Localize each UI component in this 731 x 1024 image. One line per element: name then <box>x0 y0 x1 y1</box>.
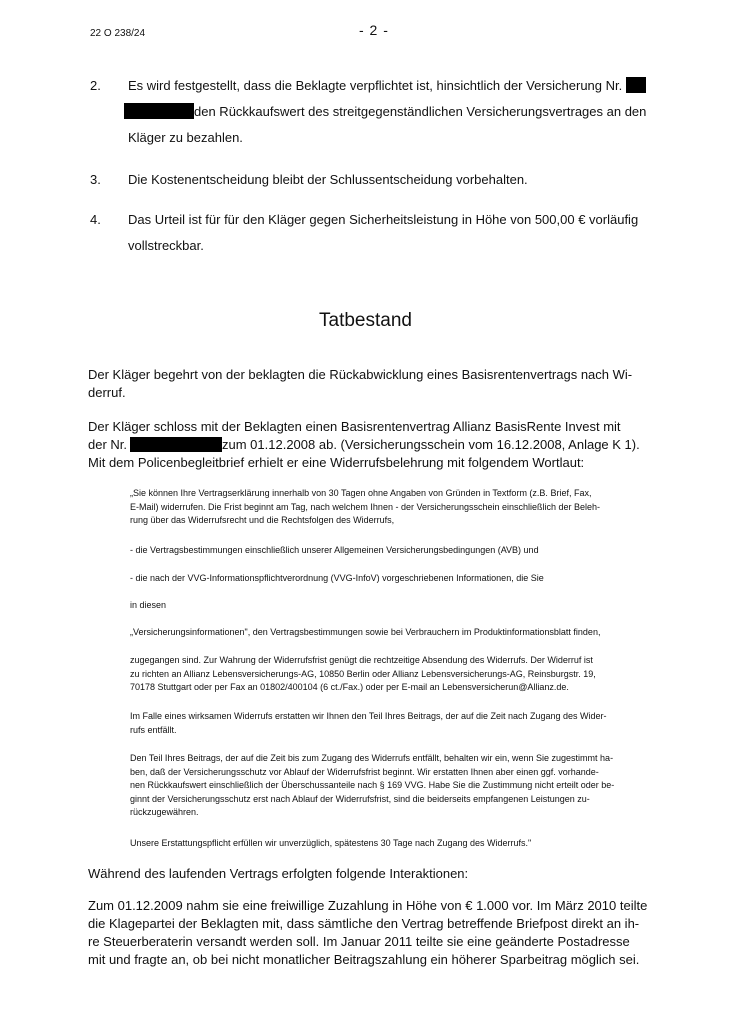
quote-block-4 <box>130 752 660 820</box>
item-text-line: Es wird festgestellt, dass die Beklagte verpflichtet ist, hinsichtlich der Versicherung Nr. <box>128 78 623 93</box>
case-number: 22 O 238/24 <box>90 28 146 39</box>
item-text <box>128 73 675 99</box>
quote-line: ginnt der Versicherungsschutz erst nach Ablauf der Widerrufsfrist, sind die beiderseits empfangenen Leistungen zu- <box>130 793 590 804</box>
quote-line: Im Falle eines wirksamen Widerrufs erstatten wir Ihnen den Teil Ihres Beitrags, der auf die Zeit nach Zugang des Wider- <box>130 711 607 721</box>
paragraph-line: re Steuerberaterin versandt werden soll. Im Januar 2011 teilte sie eine geänderte Postadresse <box>88 934 630 949</box>
tenor-item-2 <box>90 73 675 151</box>
paragraph <box>88 418 670 472</box>
page-number: - 2 - <box>359 22 389 38</box>
quote-line: in diesen <box>130 600 167 610</box>
paragraph: Während des laufenden Vertrags erfolgten folgende Interaktionen: <box>88 866 469 881</box>
redaction-block <box>124 103 194 119</box>
quote-line: E-Mail) widerrufen. Die Frist beginnt am Tag, nach welchem Ihnen - der Versicherungsschein einschließlich der Beleh- <box>130 501 601 512</box>
redaction-block <box>626 77 646 93</box>
quote-block-2 <box>130 654 660 695</box>
paragraph-line: Mit dem Policenbegleitbrief erhielt er eine Widerrufsbelehrung mit folgendem Wortlaut: <box>88 455 585 470</box>
quote-line: „Sie können Ihre Vertragserklärung innerhalb von 30 Tagen ohne Angaben von Gründen in Textform (z.B. Brief, Fax, <box>130 488 592 498</box>
quote-line: Den Teil Ihres Beitrags, der auf die Zeit bis zum Zugang des Widerrufs entfällt, behalten wir ein, wenn Sie zugestimmt ha- <box>130 753 614 763</box>
quote-line: rung über das Widerrufsrecht und die Rechtsfolgen des Widerrufs, <box>130 515 395 525</box>
item-text-line-2 <box>128 99 675 125</box>
quote-line: rückzugewähren. <box>130 807 199 817</box>
paragraph <box>88 897 670 969</box>
quote-line: 70178 Stuttgart oder per Fax an 01802/400104 (6 ct./Fax.) oder per E-mail an Lebensversicherun@Allianz.de. <box>130 682 569 692</box>
paragraph-line <box>88 436 670 454</box>
paragraph-line: derruf. <box>88 385 126 400</box>
quote-line: - die Vertragsbestimmungen einschließlich unserer Allgemeinen Versicherungsbedingungen (AVB) und <box>130 545 539 555</box>
paragraph-line: Der Kläger schloss mit der Beklagten einen Basisrentenvertrag Allianz BasisRente Invest mit <box>88 419 621 434</box>
item-number: 3. <box>90 172 101 187</box>
redaction-block <box>130 437 222 452</box>
quote-line: Unsere Erstattungspflicht erfüllen wir unverzüglich, spätestens 30 Tage nach Zugang des Widerrufs." <box>130 838 532 848</box>
quote-line: nen Rückkaufswert einschließlich der Überschussanteile nach § 169 VVG. Habe Sie die Zustimmung nicht erteilt oder be- <box>130 780 615 790</box>
quote-line: rufs entfällt. <box>130 724 177 735</box>
item-text-line: den Rückkaufswert des streitgegenständlichen Versicherungsvertrages an den <box>194 104 647 119</box>
quote-line: zu richten an Allianz Lebensversicherungs-AG, 10850 Berlin oder Allianz Lebensversicherungs-AG, Reinsburgstr. 19, <box>130 668 596 679</box>
tenor-item-4 <box>90 207 675 259</box>
paragraph <box>88 366 670 402</box>
quote-block-3 <box>130 710 660 737</box>
quote-line: - die nach der VVG-Informationspflichtverordnung (VVG-InfoV) vorgeschriebenen Informationen, die Sie <box>130 573 544 583</box>
item-text: Die Kostenentscheidung bleibt der Schlussentscheidung vorbehalten. <box>128 172 528 187</box>
tenor-item-3 <box>90 167 675 193</box>
paragraph-line: Der Kläger begehrt von der beklagten die Rückabwicklung eines Basisrentenvertrags nach Wi- <box>88 367 633 382</box>
paragraph-line: die Klagepartei der Beklagten mit, dass sämtliche den Vertrag betreffende Briefpost direkt an ih- <box>88 916 640 931</box>
paragraph-text: zum 01.12.2008 ab. (Versicherungsschein vom 16.12.2008, Anlage K 1). <box>222 437 640 452</box>
item-text-line: vollstreckbar. <box>128 238 204 253</box>
item-number: 2. <box>90 78 101 93</box>
quote-block-1 <box>130 487 660 528</box>
paragraph-line: Zum 01.12.2009 nahm sie eine freiwillige Zuzahlung in Höhe von € 1.000 vor. Im März 2010 teilte <box>88 898 648 913</box>
paragraph-line: mit und fragte an, ob bei nicht monatlicher Beitragszahlung ein höherer Sparbeitrag möglich sei. <box>88 952 640 967</box>
section-heading: Tatbestand <box>319 310 412 331</box>
quote-line: „Versicherungsinformationen", den Vertragsbestimmungen sowie bei Verbrauchern im Produktinformationsblatt finden, <box>130 627 601 637</box>
paragraph-text: der Nr. <box>88 437 128 452</box>
item-text-line: Das Urteil ist für für den Kläger gegen Sicherheitsleistung in Höhe von 500,00 € vorläufig <box>128 212 639 227</box>
quote-line: zugegangen sind. Zur Wahrung der Widerrufsfrist genügt die rechtzeitige Absendung des Widerrufs. Der Widerruf ist <box>130 655 593 665</box>
item-number: 4. <box>90 212 101 227</box>
item-text-line: Kläger zu bezahlen. <box>128 130 243 145</box>
quote-line: ben, daß der Versicherungsschutz vor Ablauf der Widerrufsfrist beginnt. Wir erstatten Ihnen aber einen ggf. vorhande- <box>130 766 599 777</box>
